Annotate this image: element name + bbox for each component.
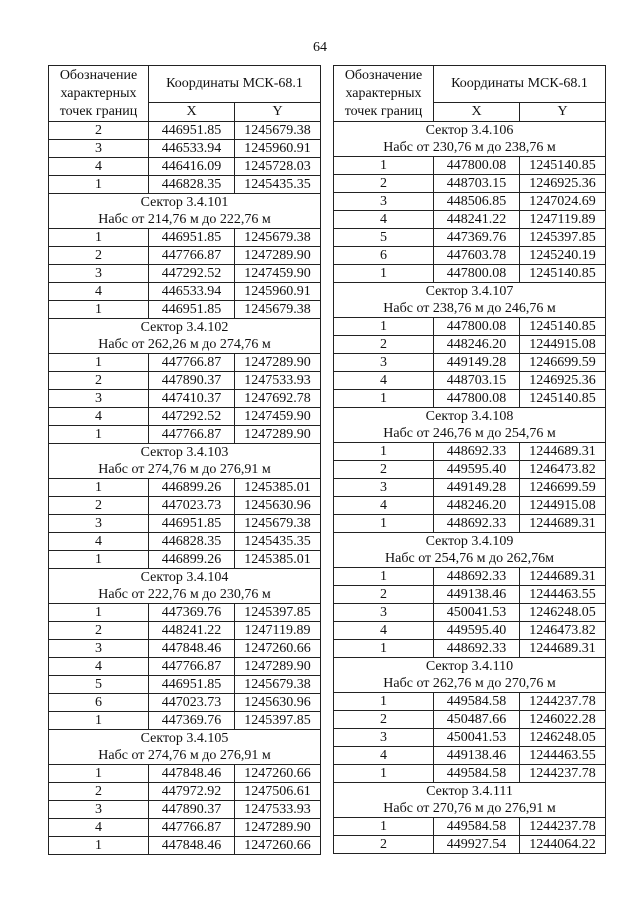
- sector-title: Сектор 3.4.103: [49, 444, 321, 462]
- coordinates-table-right: [333, 65, 606, 854]
- x-coordinate-cell: 447848.46: [149, 837, 235, 855]
- sector-title: Сектор 3.4.110: [334, 658, 606, 676]
- x-coordinate-cell: 449584.58: [434, 765, 520, 783]
- x-coordinate-cell: 448246.20: [434, 336, 520, 354]
- point-number-cell: 2: [334, 836, 434, 854]
- x-coordinate-cell: 448692.33: [434, 515, 520, 533]
- table-row: [49, 301, 321, 319]
- sector-title: Сектор 3.4.107: [334, 283, 606, 301]
- y-coordinate-cell: 1244689.31: [520, 515, 606, 533]
- y-coordinate-cell: 1247119.89: [520, 211, 606, 229]
- y-coordinate-cell: 1247260.66: [235, 640, 321, 658]
- point-number-cell: 3: [49, 140, 149, 158]
- point-number-cell: 4: [334, 211, 434, 229]
- y-coordinate-cell: 1244689.31: [520, 640, 606, 658]
- table-row: [49, 515, 321, 533]
- table-row: [334, 765, 606, 783]
- table-row: [334, 193, 606, 211]
- point-number-cell: 1: [49, 765, 149, 783]
- y-coordinate-cell: 1244237.78: [520, 818, 606, 836]
- point-number-cell: 1: [49, 551, 149, 569]
- x-coordinate-cell: 447603.78: [434, 247, 520, 265]
- y-coordinate-cell: 1246925.36: [520, 372, 606, 390]
- y-coordinate-cell: 1245630.96: [235, 694, 321, 712]
- x-coordinate-cell: 449149.28: [434, 479, 520, 497]
- y-coordinate-cell: 1245140.85: [520, 318, 606, 336]
- height-range-row: [49, 747, 321, 765]
- x-coordinate-cell: 447848.46: [149, 640, 235, 658]
- point-number-cell: 2: [49, 372, 149, 390]
- x-coordinate-cell: 446828.35: [149, 533, 235, 551]
- x-coordinate-cell: 447292.52: [149, 408, 235, 426]
- x-coordinate-cell: 450487.66: [434, 711, 520, 729]
- sector-title-row: [49, 569, 321, 587]
- header-coordinates: Координаты МСК-68.1: [149, 66, 321, 103]
- table-row: [49, 551, 321, 569]
- table-row: [334, 568, 606, 586]
- x-coordinate-cell: 446533.94: [149, 140, 235, 158]
- y-coordinate-cell: 1246473.82: [520, 622, 606, 640]
- header-y: Y: [520, 103, 606, 122]
- table-row: [49, 837, 321, 855]
- y-coordinate-cell: 1247506.61: [235, 783, 321, 801]
- point-number-cell: 4: [49, 283, 149, 301]
- table-row: [334, 479, 606, 497]
- point-number-cell: 1: [334, 515, 434, 533]
- height-range-row: [334, 800, 606, 818]
- table-row: [334, 336, 606, 354]
- point-number-cell: 3: [49, 390, 149, 408]
- height-range-row: [334, 300, 606, 318]
- point-number-cell: 3: [49, 640, 149, 658]
- table-row: [49, 265, 321, 283]
- point-number-cell: 1: [334, 390, 434, 408]
- x-coordinate-cell: 447848.46: [149, 765, 235, 783]
- y-coordinate-cell: 1245140.85: [520, 157, 606, 175]
- height-range: Набс от 246,76 м до 254,76 м: [334, 425, 606, 443]
- point-number-cell: 1: [49, 426, 149, 444]
- x-coordinate-cell: 449149.28: [434, 354, 520, 372]
- y-coordinate-cell: 1246925.36: [520, 175, 606, 193]
- table-row: [334, 747, 606, 765]
- x-coordinate-cell: 447800.08: [434, 265, 520, 283]
- x-coordinate-cell: 448692.33: [434, 640, 520, 658]
- table-row: [49, 158, 321, 176]
- point-number-cell: 1: [49, 479, 149, 497]
- point-number-cell: 1: [334, 818, 434, 836]
- x-coordinate-cell: 449927.54: [434, 836, 520, 854]
- y-coordinate-cell: 1245140.85: [520, 265, 606, 283]
- point-number-cell: 2: [334, 586, 434, 604]
- table-row: [49, 622, 321, 640]
- sector-title-row: [334, 283, 606, 301]
- table-row: [49, 176, 321, 194]
- table-row: [334, 693, 606, 711]
- y-coordinate-cell: 1245385.01: [235, 551, 321, 569]
- coordinates-table-left: [48, 65, 321, 855]
- y-coordinate-cell: 1246248.05: [520, 604, 606, 622]
- x-coordinate-cell: 448692.33: [434, 568, 520, 586]
- table-row: [334, 622, 606, 640]
- y-coordinate-cell: 1247289.90: [235, 819, 321, 837]
- table-row: [49, 676, 321, 694]
- table-row: [334, 265, 606, 283]
- table-row: [49, 712, 321, 730]
- point-number-cell: 3: [49, 515, 149, 533]
- y-coordinate-cell: 1245435.35: [235, 176, 321, 194]
- y-coordinate-cell: 1244689.31: [520, 568, 606, 586]
- y-coordinate-cell: 1246022.28: [520, 711, 606, 729]
- y-coordinate-cell: 1247289.90: [235, 426, 321, 444]
- point-number-cell: 1: [334, 265, 434, 283]
- height-range-row: [49, 586, 321, 604]
- height-range: Набс от 274,76 м до 276,91 м: [49, 747, 321, 765]
- point-number-cell: 3: [49, 265, 149, 283]
- table-row: [49, 801, 321, 819]
- point-number-cell: 1: [49, 354, 149, 372]
- y-coordinate-cell: 1246473.82: [520, 461, 606, 479]
- y-coordinate-cell: 1247260.66: [235, 765, 321, 783]
- x-coordinate-cell: 449595.40: [434, 622, 520, 640]
- y-coordinate-cell: 1247289.90: [235, 247, 321, 265]
- x-coordinate-cell: 449595.40: [434, 461, 520, 479]
- x-coordinate-cell: 448692.33: [434, 443, 520, 461]
- y-coordinate-cell: 1247533.93: [235, 801, 321, 819]
- y-coordinate-cell: 1245960.91: [235, 140, 321, 158]
- x-coordinate-cell: 447766.87: [149, 354, 235, 372]
- table-row: [49, 783, 321, 801]
- point-number-cell: 4: [334, 372, 434, 390]
- y-coordinate-cell: 1247289.90: [235, 658, 321, 676]
- point-number-cell: 1: [49, 229, 149, 247]
- table-row: [49, 604, 321, 622]
- x-coordinate-cell: 447766.87: [149, 247, 235, 265]
- point-number-cell: 2: [49, 783, 149, 801]
- x-coordinate-cell: 449138.46: [434, 586, 520, 604]
- x-coordinate-cell: 446951.85: [149, 122, 235, 140]
- sector-title-row: [49, 194, 321, 212]
- x-coordinate-cell: 448246.20: [434, 497, 520, 515]
- sector-title-row: [334, 783, 606, 801]
- point-number-cell: 4: [49, 819, 149, 837]
- table-row: [49, 426, 321, 444]
- x-coordinate-cell: 446416.09: [149, 158, 235, 176]
- table-row: [49, 408, 321, 426]
- table-row: [334, 354, 606, 372]
- y-coordinate-cell: 1245960.91: [235, 283, 321, 301]
- table-row: [49, 533, 321, 551]
- sector-title: Сектор 3.4.109: [334, 533, 606, 551]
- header-x: X: [434, 103, 520, 122]
- table-row: [49, 122, 321, 140]
- point-number-cell: 1: [49, 837, 149, 855]
- x-coordinate-cell: 447410.37: [149, 390, 235, 408]
- x-coordinate-cell: 446533.94: [149, 283, 235, 301]
- x-coordinate-cell: 447800.08: [434, 318, 520, 336]
- x-coordinate-cell: 447766.87: [149, 819, 235, 837]
- y-coordinate-cell: 1245679.38: [235, 515, 321, 533]
- y-coordinate-cell: 1245679.38: [235, 229, 321, 247]
- x-coordinate-cell: 446951.85: [149, 676, 235, 694]
- y-coordinate-cell: 1247533.93: [235, 372, 321, 390]
- y-coordinate-cell: 1245385.01: [235, 479, 321, 497]
- table-row: [334, 247, 606, 265]
- x-coordinate-cell: 448703.15: [434, 175, 520, 193]
- table-row: [334, 443, 606, 461]
- x-coordinate-cell: 450041.53: [434, 604, 520, 622]
- point-number-cell: 1: [334, 443, 434, 461]
- point-number-cell: 2: [334, 461, 434, 479]
- point-number-cell: 4: [49, 158, 149, 176]
- sector-title: Сектор 3.4.101: [49, 194, 321, 212]
- point-number-cell: 2: [49, 247, 149, 265]
- sector-title-row: [334, 122, 606, 140]
- point-number-cell: 1: [49, 604, 149, 622]
- point-number-cell: 2: [49, 622, 149, 640]
- y-coordinate-cell: 1245728.03: [235, 158, 321, 176]
- point-number-cell: 1: [334, 568, 434, 586]
- x-coordinate-cell: 447023.73: [149, 694, 235, 712]
- point-number-cell: 1: [334, 765, 434, 783]
- y-coordinate-cell: 1245397.85: [520, 229, 606, 247]
- x-coordinate-cell: 447800.08: [434, 390, 520, 408]
- y-coordinate-cell: 1244064.22: [520, 836, 606, 854]
- y-coordinate-cell: 1245679.38: [235, 122, 321, 140]
- height-range-row: [334, 139, 606, 157]
- sector-title-row: [49, 319, 321, 337]
- sector-title-row: [49, 444, 321, 462]
- height-range-row: [334, 675, 606, 693]
- point-number-cell: 1: [49, 301, 149, 319]
- y-coordinate-cell: 1247260.66: [235, 837, 321, 855]
- y-coordinate-cell: 1245679.38: [235, 301, 321, 319]
- height-range-row: [49, 211, 321, 229]
- y-coordinate-cell: 1247692.78: [235, 390, 321, 408]
- header-designation: Обозначение характерных точек границ: [334, 66, 434, 122]
- point-number-cell: 3: [49, 801, 149, 819]
- table-row: [334, 818, 606, 836]
- table-row: [49, 140, 321, 158]
- point-number-cell: 3: [334, 729, 434, 747]
- y-coordinate-cell: 1244689.31: [520, 443, 606, 461]
- x-coordinate-cell: 448241.22: [149, 622, 235, 640]
- y-coordinate-cell: 1246699.59: [520, 479, 606, 497]
- point-number-cell: 4: [49, 408, 149, 426]
- table-row: [49, 247, 321, 265]
- y-coordinate-cell: 1247119.89: [235, 622, 321, 640]
- table-row: [49, 765, 321, 783]
- point-number-cell: 3: [334, 354, 434, 372]
- height-range-row: [49, 461, 321, 479]
- header-coordinates: Координаты МСК-68.1: [434, 66, 606, 103]
- y-coordinate-cell: 1245140.85: [520, 390, 606, 408]
- table-row: [334, 229, 606, 247]
- x-coordinate-cell: 449584.58: [434, 693, 520, 711]
- x-coordinate-cell: 449138.46: [434, 747, 520, 765]
- point-number-cell: 5: [334, 229, 434, 247]
- height-range: Набс от 230,76 м до 238,76 м: [334, 139, 606, 157]
- y-coordinate-cell: 1244237.78: [520, 693, 606, 711]
- table-row: [334, 515, 606, 533]
- table-row: [49, 283, 321, 301]
- sector-title-row: [334, 533, 606, 551]
- x-coordinate-cell: 446951.85: [149, 515, 235, 533]
- y-coordinate-cell: 1244915.08: [520, 336, 606, 354]
- header-designation: Обозначение характерных точек границ: [49, 66, 149, 122]
- x-coordinate-cell: 447890.37: [149, 372, 235, 390]
- table-row: [49, 372, 321, 390]
- point-number-cell: 3: [334, 193, 434, 211]
- sector-title: Сектор 3.4.111: [334, 783, 606, 801]
- point-number-cell: 1: [334, 640, 434, 658]
- x-coordinate-cell: 447972.92: [149, 783, 235, 801]
- table-row: [334, 640, 606, 658]
- sector-title-row: [334, 408, 606, 426]
- table-row: [49, 354, 321, 372]
- point-number-cell: 1: [49, 712, 149, 730]
- point-number-cell: 4: [49, 533, 149, 551]
- table-row: [49, 819, 321, 837]
- table-row: [334, 390, 606, 408]
- x-coordinate-cell: 447369.76: [434, 229, 520, 247]
- header-x: X: [149, 103, 235, 122]
- x-coordinate-cell: 447369.76: [149, 604, 235, 622]
- x-coordinate-cell: 446899.26: [149, 551, 235, 569]
- table-row: [334, 157, 606, 175]
- y-coordinate-cell: 1246699.59: [520, 354, 606, 372]
- table-row: [334, 372, 606, 390]
- point-number-cell: 2: [49, 122, 149, 140]
- sector-title: Сектор 3.4.104: [49, 569, 321, 587]
- table-row: [334, 175, 606, 193]
- y-coordinate-cell: 1247459.90: [235, 265, 321, 283]
- x-coordinate-cell: 446899.26: [149, 479, 235, 497]
- sector-title-row: [49, 730, 321, 748]
- table-row: [49, 640, 321, 658]
- sector-title: Сектор 3.4.108: [334, 408, 606, 426]
- point-number-cell: 2: [49, 497, 149, 515]
- sector-title: Сектор 3.4.106: [334, 122, 606, 140]
- point-number-cell: 5: [49, 676, 149, 694]
- sector-title: Сектор 3.4.105: [49, 730, 321, 748]
- point-number-cell: 4: [334, 747, 434, 765]
- height-range: Набс от 222,76 м до 230,76 м: [49, 586, 321, 604]
- table-row: [334, 604, 606, 622]
- table-row: [49, 497, 321, 515]
- y-coordinate-cell: 1244915.08: [520, 497, 606, 515]
- point-number-cell: 1: [334, 157, 434, 175]
- table-row: [49, 229, 321, 247]
- height-range: Набс от 262,76 м до 270,76 м: [334, 675, 606, 693]
- point-number-cell: 3: [334, 604, 434, 622]
- y-coordinate-cell: 1244463.55: [520, 747, 606, 765]
- x-coordinate-cell: 447890.37: [149, 801, 235, 819]
- x-coordinate-cell: 447766.87: [149, 426, 235, 444]
- point-number-cell: 1: [334, 693, 434, 711]
- table-row: [334, 711, 606, 729]
- x-coordinate-cell: 447369.76: [149, 712, 235, 730]
- y-coordinate-cell: 1247289.90: [235, 354, 321, 372]
- y-coordinate-cell: 1245435.35: [235, 533, 321, 551]
- height-range: Набс от 214,76 м до 222,76 м: [49, 211, 321, 229]
- x-coordinate-cell: 449584.58: [434, 818, 520, 836]
- table-row: [334, 497, 606, 515]
- x-coordinate-cell: 448241.22: [434, 211, 520, 229]
- y-coordinate-cell: 1245397.85: [235, 604, 321, 622]
- height-range: Набс от 262,26 м до 274,76 м: [49, 336, 321, 354]
- point-number-cell: 6: [49, 694, 149, 712]
- point-number-cell: 4: [49, 658, 149, 676]
- sector-title-row: [334, 658, 606, 676]
- point-number-cell: 2: [334, 175, 434, 193]
- table-row: [49, 390, 321, 408]
- height-range: Набс от 270,76 м до 276,91 м: [334, 800, 606, 818]
- page-number: 64: [313, 40, 327, 55]
- x-coordinate-cell: 447766.87: [149, 658, 235, 676]
- y-coordinate-cell: 1245397.85: [235, 712, 321, 730]
- height-range: Набс от 238,76 м до 246,76 м: [334, 300, 606, 318]
- y-coordinate-cell: 1245240.19: [520, 247, 606, 265]
- y-coordinate-cell: 1247459.90: [235, 408, 321, 426]
- table-row: [49, 479, 321, 497]
- x-coordinate-cell: 447023.73: [149, 497, 235, 515]
- point-number-cell: 1: [334, 318, 434, 336]
- table-row: [334, 836, 606, 854]
- x-coordinate-cell: 447800.08: [434, 157, 520, 175]
- y-coordinate-cell: 1245630.96: [235, 497, 321, 515]
- table-row: [334, 318, 606, 336]
- height-range: Набс от 254,76 м до 262,76м: [334, 550, 606, 568]
- table-row: [334, 211, 606, 229]
- point-number-cell: 2: [334, 336, 434, 354]
- x-coordinate-cell: 446951.85: [149, 301, 235, 319]
- point-number-cell: 6: [334, 247, 434, 265]
- point-number-cell: 2: [334, 711, 434, 729]
- x-coordinate-cell: 446828.35: [149, 176, 235, 194]
- y-coordinate-cell: 1247024.69: [520, 193, 606, 211]
- x-coordinate-cell: 450041.53: [434, 729, 520, 747]
- y-coordinate-cell: 1244463.55: [520, 586, 606, 604]
- height-range-row: [49, 336, 321, 354]
- point-number-cell: 4: [334, 622, 434, 640]
- x-coordinate-cell: 447292.52: [149, 265, 235, 283]
- sector-title: Сектор 3.4.102: [49, 319, 321, 337]
- point-number-cell: 1: [49, 176, 149, 194]
- height-range-row: [334, 425, 606, 443]
- height-range-row: [334, 550, 606, 568]
- header-y: Y: [235, 103, 321, 122]
- table-row: [334, 729, 606, 747]
- x-coordinate-cell: 446951.85: [149, 229, 235, 247]
- point-number-cell: 4: [334, 497, 434, 515]
- table-row: [334, 461, 606, 479]
- x-coordinate-cell: 448703.15: [434, 372, 520, 390]
- table-row: [334, 586, 606, 604]
- y-coordinate-cell: 1246248.05: [520, 729, 606, 747]
- height-range: Набс от 274,76 м до 276,91 м: [49, 461, 321, 479]
- table-row: [49, 694, 321, 712]
- table-row: [49, 658, 321, 676]
- x-coordinate-cell: 448506.85: [434, 193, 520, 211]
- y-coordinate-cell: 1245679.38: [235, 676, 321, 694]
- point-number-cell: 3: [334, 479, 434, 497]
- y-coordinate-cell: 1244237.78: [520, 765, 606, 783]
